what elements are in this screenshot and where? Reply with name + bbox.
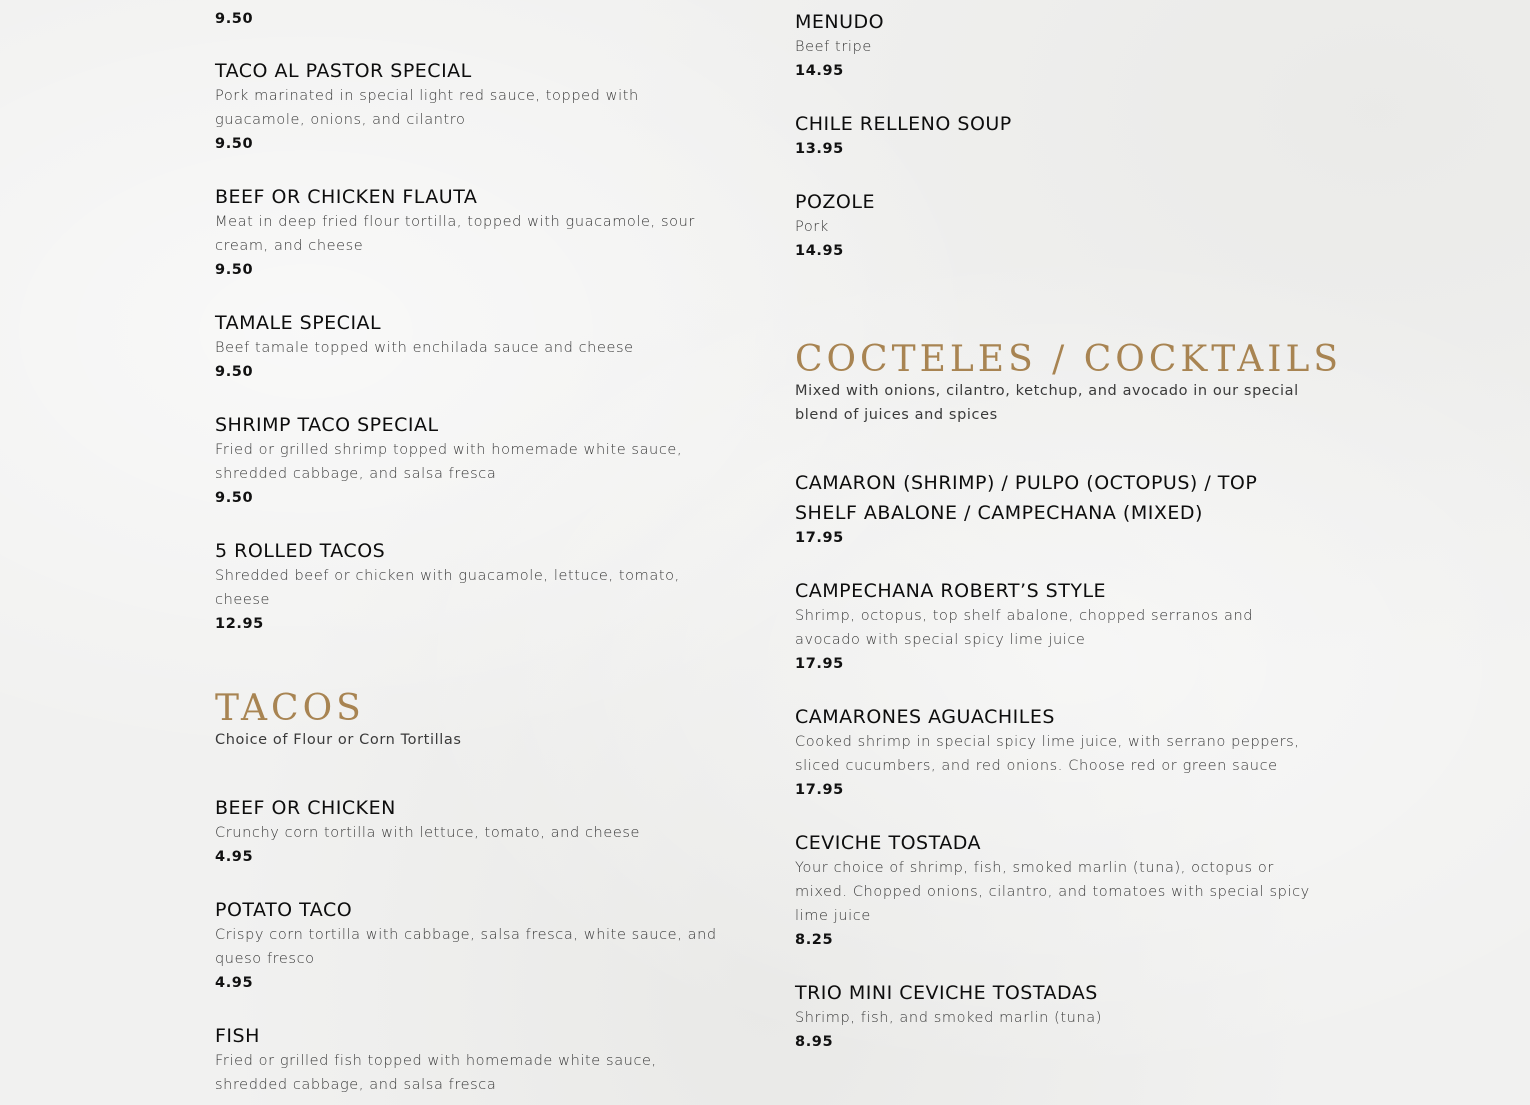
menu-item-name: BEEF OR CHICKEN FLAUTA — [215, 186, 478, 208]
menu-item-price: 17.95 — [795, 782, 844, 798]
section-note: Choice of Flour or Corn Tortillas — [215, 732, 462, 748]
menu-item-name: CAMARON (SHRIMP) / PULPO (OCTOPUS) / TOP SHELF ABALONE / CAMPECHANA (MIXED) — [795, 472, 1258, 524]
menu-item — [215, 793, 730, 869]
menu-item-description: Fried or grilled fish topped with homemade white sauce, shredded cabbage, and salsa fresca — [215, 1053, 657, 1093]
menu-item-name: CAMPECHANA ROBERT’S STYLE — [795, 580, 1107, 602]
menu-item-description: Beef tripe — [795, 39, 872, 55]
menu-item-description: Crispy corn tortilla with cabbage, salsa fresca, white sauce, and queso fresco — [215, 927, 717, 967]
menu-item-price: 4.95 — [215, 975, 254, 991]
menu-item-price: 9.50 — [215, 490, 254, 506]
menu-item-price: 12.95 — [215, 616, 264, 632]
menu-item-description: Pork marinated in special light red sauce, topped with guacamole, onions, and cilantro — [215, 88, 639, 128]
menu-item-price: 9.50 — [215, 136, 254, 152]
menu-item — [795, 702, 1320, 802]
menu-item-price: 13.95 — [795, 141, 844, 157]
section-title-tacos: TACOS — [215, 688, 365, 729]
section-title-cocktails: COCTELES / COCKTAILS — [795, 339, 1343, 380]
menu-item — [215, 895, 730, 995]
menu-item-price: 8.25 — [795, 932, 834, 948]
menu-item-name: BEEF OR CHICKEN — [215, 797, 396, 819]
menu-item-description: Cooked shrimp in special spicy lime juice, with serrano peppers, sliced cucumbers, and red onions. Choose red or green sauce — [795, 734, 1300, 774]
menu-item-description: Shrimp, octopus, top shelf abalone, chopped serranos and avocado with special spicy lime juice — [795, 608, 1254, 648]
menu-item-name: TAMALE SPECIAL — [215, 312, 382, 334]
menu-item — [795, 187, 1320, 263]
menu-item-description: Beef tamale topped with enchilada sauce and cheese — [215, 340, 634, 356]
menu-item-name: 5 ROLLED TACOS — [215, 540, 386, 562]
menu-item — [215, 410, 730, 510]
menu-item-description: Meat in deep fried flour tortilla, topped with guacamole, sour cream, and cheese — [215, 214, 695, 254]
menu-item-description: Your choice of shrimp, fish, smoked marlin (tuna), octopus or mixed. Chopped onions, cilantro, and tomatoes with special spicy lime juice — [795, 860, 1310, 924]
menu-item-price: 17.95 — [795, 530, 844, 546]
menu-item-name: MENUDO — [795, 11, 885, 33]
menu-item-price: 14.95 — [795, 243, 844, 259]
menu-item-name: TRIO MINI CEVICHE TOSTADAS — [795, 982, 1098, 1004]
menu-item — [215, 56, 730, 156]
menu-item — [215, 182, 730, 282]
menu-item-price: 9.50 — [215, 364, 254, 380]
menu-item-description: Crunchy corn tortilla with lettuce, tomato, and cheese — [215, 825, 641, 841]
menu-item-price: 4.95 — [215, 849, 254, 865]
menu-item-name: CHILE RELLENO SOUP — [795, 113, 1012, 135]
menu-item — [215, 308, 730, 384]
menu-item — [795, 576, 1320, 676]
menu-item-name: TACO AL PASTOR SPECIAL — [215, 60, 472, 82]
menu-item — [215, 536, 730, 636]
menu-item — [215, 1021, 730, 1097]
menu-item — [795, 468, 1320, 550]
menu-item-description: Fried or grilled shrimp topped with homemade white sauce, shredded cabbage, and salsa fresca — [215, 442, 683, 482]
section-note: Mixed with onions, cilantro, ketchup, and avocado in our special blend of juices and spices — [795, 383, 1299, 423]
menu-item — [795, 7, 1320, 83]
menu-item — [795, 109, 1320, 161]
menu-item-name: SHRIMP TACO SPECIAL — [215, 414, 439, 436]
menu-item-description: Shredded beef or chicken with guacamole, lettuce, tomato, cheese — [215, 568, 680, 608]
menu-item-price: 9.50 — [215, 262, 254, 278]
menu-item-price: 8.95 — [795, 1034, 834, 1050]
menu-item-description: Pork — [795, 219, 829, 235]
menu-item-price: 14.95 — [795, 63, 844, 79]
menu-item-name: POZOLE — [795, 191, 875, 213]
menu-item-price: 9.50 — [215, 11, 254, 27]
menu-item-name: POTATO TACO — [215, 899, 353, 921]
menu-item-name: CAMARONES AGUACHILES — [795, 706, 1055, 728]
menu-item — [795, 828, 1320, 952]
menu-item-name: FISH — [215, 1025, 260, 1047]
menu-item-name: CEVICHE TOSTADA — [795, 832, 982, 854]
menu-item-description: Shrimp, fish, and smoked marlin (tuna) — [795, 1010, 1102, 1026]
menu-item — [795, 978, 1320, 1054]
menu-item-price: 17.95 — [795, 656, 844, 672]
